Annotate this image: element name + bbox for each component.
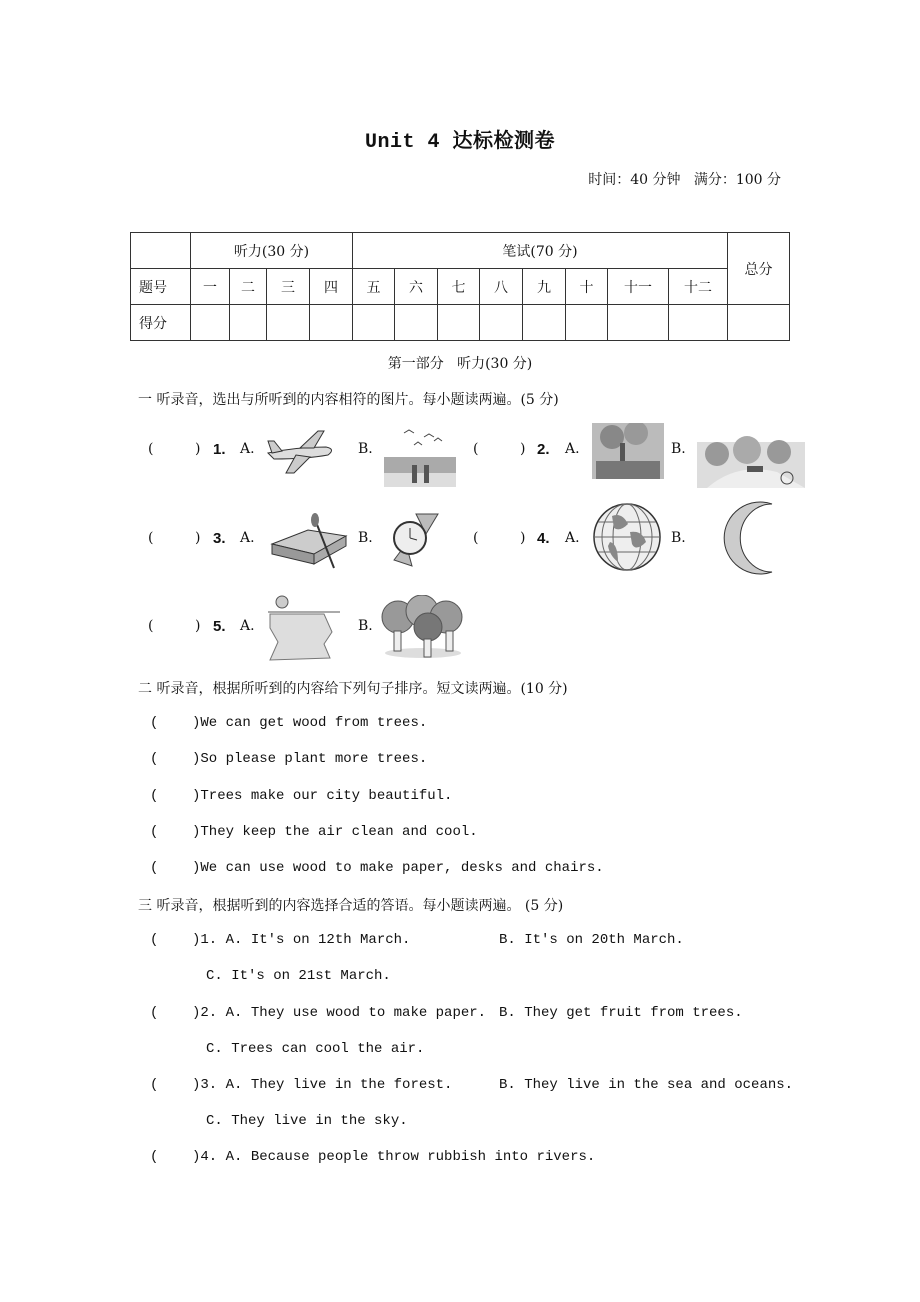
score-cell[interactable] xyxy=(310,305,353,341)
question-number-cell: 八 xyxy=(480,269,523,305)
choice-question-1[interactable]: ( )1. A. It's on 12th March. xyxy=(150,932,411,948)
score-table xyxy=(130,232,790,341)
section1-heading: 一 听录音，选出与所听到的内容相符的图片。每小题读两遍。(5 分) xyxy=(138,392,559,408)
option-a-label[interactable]: A. xyxy=(240,530,255,546)
ordering-sentence[interactable]: ( )Trees make our city beautiful. xyxy=(150,788,453,804)
score-cell[interactable] xyxy=(608,305,669,341)
answer-bracket-close: ) xyxy=(195,618,201,634)
exam-meta: 时间：40 分钟 满分：100 分 xyxy=(588,172,781,188)
option-b-label[interactable]: B. xyxy=(358,530,373,546)
option-b-label[interactable]: B. xyxy=(671,441,686,457)
globe-image xyxy=(592,502,662,572)
option-a-label[interactable]: A. xyxy=(565,441,580,457)
choice-option-c[interactable]: C. It's on 21st March. xyxy=(206,968,391,984)
crescent-moon-image xyxy=(712,498,776,578)
question-number-cell: 九 xyxy=(523,269,566,305)
score-cell[interactable] xyxy=(566,305,608,341)
matchbox-image xyxy=(268,508,350,570)
river-image xyxy=(268,592,340,662)
score-cell[interactable] xyxy=(523,305,566,341)
answer-bracket-close: ) xyxy=(520,441,526,457)
choice-option-b[interactable]: B. They live in the sea and oceans. xyxy=(499,1077,794,1093)
table-corner-cell xyxy=(131,233,191,269)
option-b-label[interactable]: B. xyxy=(358,618,373,634)
question-number: 3. xyxy=(213,530,226,547)
ordering-sentence[interactable]: ( )So please plant more trees. xyxy=(150,751,428,767)
birds-people-wall-image xyxy=(384,427,456,487)
airplane-image xyxy=(266,427,336,475)
answer-bracket-close: ) xyxy=(195,530,201,546)
question-number-cell: 一 xyxy=(191,269,230,305)
question-number-cell: 十二 xyxy=(669,269,728,305)
option-a-label[interactable]: A. xyxy=(240,618,255,634)
choice-option-b[interactable]: B. It's on 20th March. xyxy=(499,932,684,948)
section2-heading: 二 听录音，根据所听到的内容给下列句子排序。短文读两遍。(10 分) xyxy=(138,681,568,697)
ordering-sentence[interactable]: ( )We can use wood to make paper, desks and chairs. xyxy=(150,860,604,876)
answer-bracket-close: ) xyxy=(520,530,526,546)
section3-heading: 三 听录音，根据听到的内容选择合适的答语。每小题读两遍。 (5 分) xyxy=(138,898,564,914)
answer-bracket-open: ( xyxy=(148,618,154,634)
option-b-label[interactable]: B. xyxy=(671,530,686,546)
wristwatch-image xyxy=(386,510,442,568)
score-cell[interactable] xyxy=(267,305,310,341)
park-scene-image xyxy=(697,432,805,488)
answer-bracket-open: ( xyxy=(148,530,154,546)
question-number-label: 题号 xyxy=(131,269,191,305)
forest-trees-image xyxy=(380,595,466,659)
question-number-cell: 六 xyxy=(395,269,438,305)
answer-bracket-close: ) xyxy=(195,441,201,457)
polluted-factory-image xyxy=(592,423,664,479)
ordering-sentence[interactable]: ( )They keep the air clean and cool. xyxy=(150,824,478,840)
score-cell[interactable] xyxy=(669,305,728,341)
choice-question-3[interactable]: ( )3. A. They live in the forest. xyxy=(150,1077,453,1093)
choice-option-c[interactable]: C. Trees can cool the air. xyxy=(206,1041,425,1057)
total-score-cell[interactable] xyxy=(728,305,790,341)
choice-option-b[interactable]: B. They get fruit from trees. xyxy=(499,1005,743,1021)
choice-question-2[interactable]: ( )2. A. They use wood to make paper. xyxy=(150,1005,487,1021)
score-cell[interactable] xyxy=(353,305,395,341)
total-header: 总分 xyxy=(728,233,790,305)
question-number: 5. xyxy=(213,618,226,635)
question-number-cell: 七 xyxy=(438,269,480,305)
answer-bracket-open: ( xyxy=(473,441,479,457)
question-number: 1. xyxy=(213,441,226,458)
choice-question-4[interactable]: ( )4. A. Because people throw rubbish into rivers. xyxy=(150,1149,596,1165)
question-number: 4. xyxy=(537,530,550,547)
question-number-cell: 五 xyxy=(353,269,395,305)
answer-bracket-open: ( xyxy=(473,530,479,546)
question-number: 2. xyxy=(537,441,550,458)
question-number-cell: 十 xyxy=(566,269,608,305)
score-row-label: 得分 xyxy=(131,305,191,341)
option-a-label[interactable]: A. xyxy=(240,441,255,457)
score-cell[interactable] xyxy=(438,305,480,341)
question-number-cell: 十一 xyxy=(608,269,669,305)
writing-header: 笔试(70 分) xyxy=(353,233,728,269)
listening-header: 听力(30 分) xyxy=(191,233,353,269)
question-number-cell: 二 xyxy=(230,269,267,305)
score-cell[interactable] xyxy=(480,305,523,341)
score-cell[interactable] xyxy=(230,305,267,341)
ordering-sentence[interactable]: ( )We can get wood from trees. xyxy=(150,715,428,731)
score-cell[interactable] xyxy=(395,305,438,341)
choice-option-c[interactable]: C. They live in the sky. xyxy=(206,1113,408,1129)
option-b-label[interactable]: B. xyxy=(358,441,373,457)
score-cell[interactable] xyxy=(191,305,230,341)
answer-bracket-open: ( xyxy=(148,441,154,457)
question-number-cell: 三 xyxy=(267,269,310,305)
page-title: Unit 4 达标检测卷 xyxy=(364,131,555,154)
question-number-cell: 四 xyxy=(310,269,353,305)
part-one-title: 第一部分 听力(30 分) xyxy=(387,356,533,372)
option-a-label[interactable]: A. xyxy=(565,530,580,546)
